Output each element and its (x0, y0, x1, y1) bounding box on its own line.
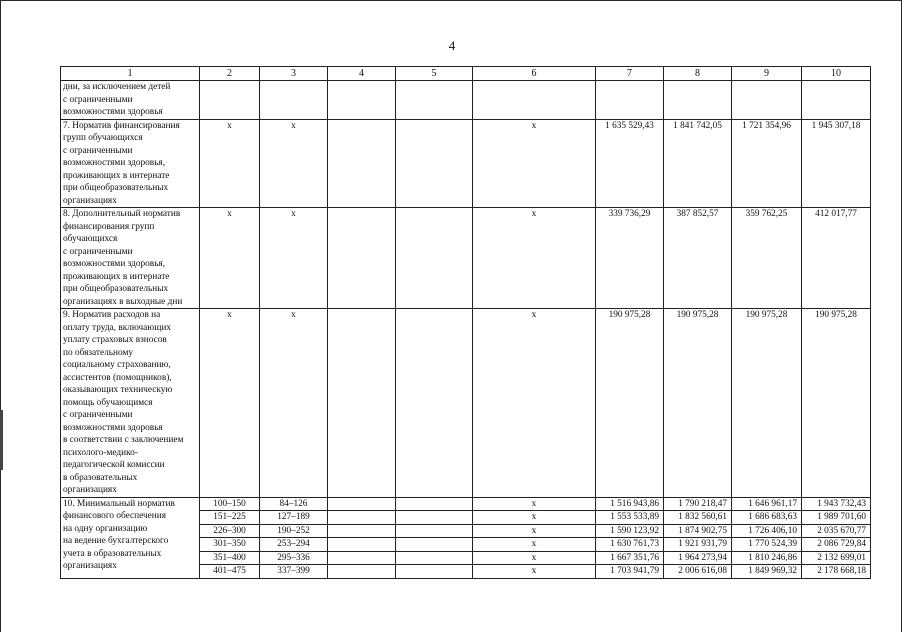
sub-value-empty (396, 538, 472, 552)
sub-value: x (473, 498, 595, 512)
cell-col-8: 387 852,57 (664, 208, 732, 309)
table-row (61, 309, 871, 498)
sub-value: 1 646 961,17 (732, 498, 801, 512)
column-number-5: 5 (396, 67, 473, 81)
sub-value: 1 964 273,94 (664, 552, 731, 566)
table-row (61, 81, 871, 120)
page-number: 4 (448, 38, 456, 53)
cell-col-7: 190 975,28 (596, 309, 664, 498)
cell-col-6: x (473, 208, 596, 309)
cell-col-2 (200, 81, 260, 120)
column-number-8: 8 (664, 67, 732, 81)
cell-col-6 (473, 81, 596, 120)
sub-value: 337–399 (277, 566, 310, 576)
cell-col-9: 190 975,28 (732, 309, 802, 498)
cell-col-3 (260, 81, 328, 120)
sub-value: 2 035 670,77 (802, 525, 870, 539)
sub-value: 226–300 (200, 525, 259, 539)
table-header-row (61, 67, 871, 81)
sub-value-empty (328, 498, 395, 512)
cell-col-7: 339 736,29 (596, 208, 664, 309)
sub-value: 2 006 616,08 (678, 566, 727, 576)
cell-col-2: x (200, 309, 260, 498)
row-description: 10. Минимальный норматив финансового обеспечения на одну организацию на ведение бухгалтерского учета в образовательных организациях (61, 497, 200, 578)
sub-value-empty (328, 538, 395, 552)
sub-value: 2 086 729,84 (802, 538, 870, 552)
sub-value: x (473, 538, 595, 552)
cell-col-3: x (260, 208, 328, 309)
sub-value: 1 989 701,60 (802, 511, 870, 525)
cell-col-5 (396, 497, 473, 578)
sub-value: 1 832 560,61 (664, 511, 731, 525)
sub-value: 1 849 969,32 (748, 566, 797, 576)
sub-value: 1 921 931,79 (664, 538, 731, 552)
sub-value: 1 553 533,89 (596, 511, 663, 525)
cell-col-5 (396, 208, 473, 309)
sub-value-empty (396, 511, 472, 525)
sub-value: x (473, 525, 595, 539)
cell-col-6: x (473, 119, 596, 208)
table-row (61, 119, 871, 208)
cell-col-7: 1 635 529,43 (596, 119, 664, 208)
sub-value: 1 810 246,86 (732, 552, 801, 566)
sub-value: 127–189 (260, 511, 327, 525)
row-description: 9. Норматив расходов на оплату труда, включающих уплату страховых взносов по обязательному социальному страхованию, ассистентов (помощников), оказывающих техническую помощь обучающимся с ограниченными возможностями здоровья в соответствии с заключением психолого-медико- педагогической комиссии в образовательных организациях (61, 309, 200, 498)
sub-value-empty (328, 565, 395, 578)
sub-value-empty (396, 552, 472, 566)
cell-col-10 (802, 81, 871, 120)
sub-value: 1 686 683,63 (732, 511, 801, 525)
cell-col-8 (664, 497, 732, 578)
cell-col-9: 359 762,25 (732, 208, 802, 309)
sub-value: 2 132 699,01 (802, 552, 870, 566)
cell-col-10: 190 975,28 (802, 309, 871, 498)
table-row-accounting (61, 497, 871, 578)
row-description: 7. Норматив финансирования групп обучающихся с ограниченными возможностями здоровья, проживающих в интернате при общеобразовательных организациях (61, 119, 200, 208)
column-number-2: 2 (200, 67, 260, 81)
sub-value: 1 667 351,76 (596, 552, 663, 566)
cell-col-8 (664, 81, 732, 120)
cell-col-5 (396, 119, 473, 208)
sub-value: x (473, 552, 595, 566)
sub-value-empty (396, 565, 472, 578)
sub-value: x (531, 566, 537, 576)
sub-value: 1 770 524,39 (732, 538, 801, 552)
cell-col-2 (200, 497, 260, 578)
sub-value-empty (328, 552, 395, 566)
cell-col-10 (802, 497, 871, 578)
cell-col-4 (328, 497, 396, 578)
cell-col-6: x (473, 309, 596, 498)
sub-value: 1 516 943,86 (596, 498, 663, 512)
cell-col-10: 1 945 307,18 (802, 119, 871, 208)
sub-value: 1 590 123,92 (596, 525, 663, 539)
sub-value-empty (328, 511, 395, 525)
cell-col-3: x (260, 119, 328, 208)
sub-value: 1 630 761,73 (596, 538, 663, 552)
sub-value: 100–150 (200, 498, 259, 512)
sub-value: 1 874 902,75 (664, 525, 731, 539)
column-number-6: 6 (473, 67, 596, 81)
cell-col-5 (396, 309, 473, 498)
column-number-7: 7 (596, 67, 664, 81)
cell-col-2: x (200, 119, 260, 208)
sub-value: 1 703 941,79 (610, 566, 659, 576)
cell-col-4 (328, 208, 396, 309)
sub-value: 351–400 (200, 552, 259, 566)
sub-value: 84–126 (260, 498, 327, 512)
sub-value: 1 726 406,10 (732, 525, 801, 539)
column-number-10: 10 (802, 67, 871, 81)
table-row (61, 208, 871, 309)
row-description: дни, за исключением детей с ограниченными возможностями здоровья (61, 81, 200, 120)
cell-col-4 (328, 81, 396, 120)
column-number-4: 4 (328, 67, 396, 81)
row-description: 8. Дополнительный норматив финансирования групп обучающихся с ограниченными возможностями здоровья, проживающих в интернате при общеобразовательных организациях в выходные дни (61, 208, 200, 309)
scan-edge-mark (0, 410, 3, 470)
sub-value: 301–350 (200, 538, 259, 552)
sub-value-empty (328, 525, 395, 539)
sub-value: 2 178 668,18 (817, 566, 866, 576)
sub-value-empty (396, 498, 472, 512)
cell-col-7 (596, 81, 664, 120)
column-number-1: 1 (61, 67, 200, 81)
sub-value: 401–475 (213, 566, 246, 576)
sub-value: 295–336 (260, 552, 327, 566)
cell-col-7 (596, 497, 664, 578)
sub-value: x (473, 511, 595, 525)
column-number-3: 3 (260, 67, 328, 81)
cell-col-8: 190 975,28 (664, 309, 732, 498)
cell-col-6 (473, 497, 596, 578)
cell-col-3: x (260, 309, 328, 498)
cell-col-4 (328, 309, 396, 498)
sub-value: 190–252 (260, 525, 327, 539)
cell-col-10: 412 017,77 (802, 208, 871, 309)
sub-value: 151–225 (200, 511, 259, 525)
sub-value-empty (396, 525, 472, 539)
cell-col-5 (396, 81, 473, 120)
cell-col-4 (328, 119, 396, 208)
normatives-table (60, 66, 871, 579)
cell-col-9: 1 721 354,96 (732, 119, 802, 208)
cell-col-2: x (200, 208, 260, 309)
sub-value: 253–294 (260, 538, 327, 552)
cell-col-9 (732, 497, 802, 578)
sub-value: 1 943 732,43 (802, 498, 870, 512)
column-number-9: 9 (732, 67, 802, 81)
sub-value: 1 790 218,47 (664, 498, 731, 512)
cell-col-9 (732, 81, 802, 120)
cell-col-3 (260, 497, 328, 578)
cell-col-8: 1 841 742,05 (664, 119, 732, 208)
